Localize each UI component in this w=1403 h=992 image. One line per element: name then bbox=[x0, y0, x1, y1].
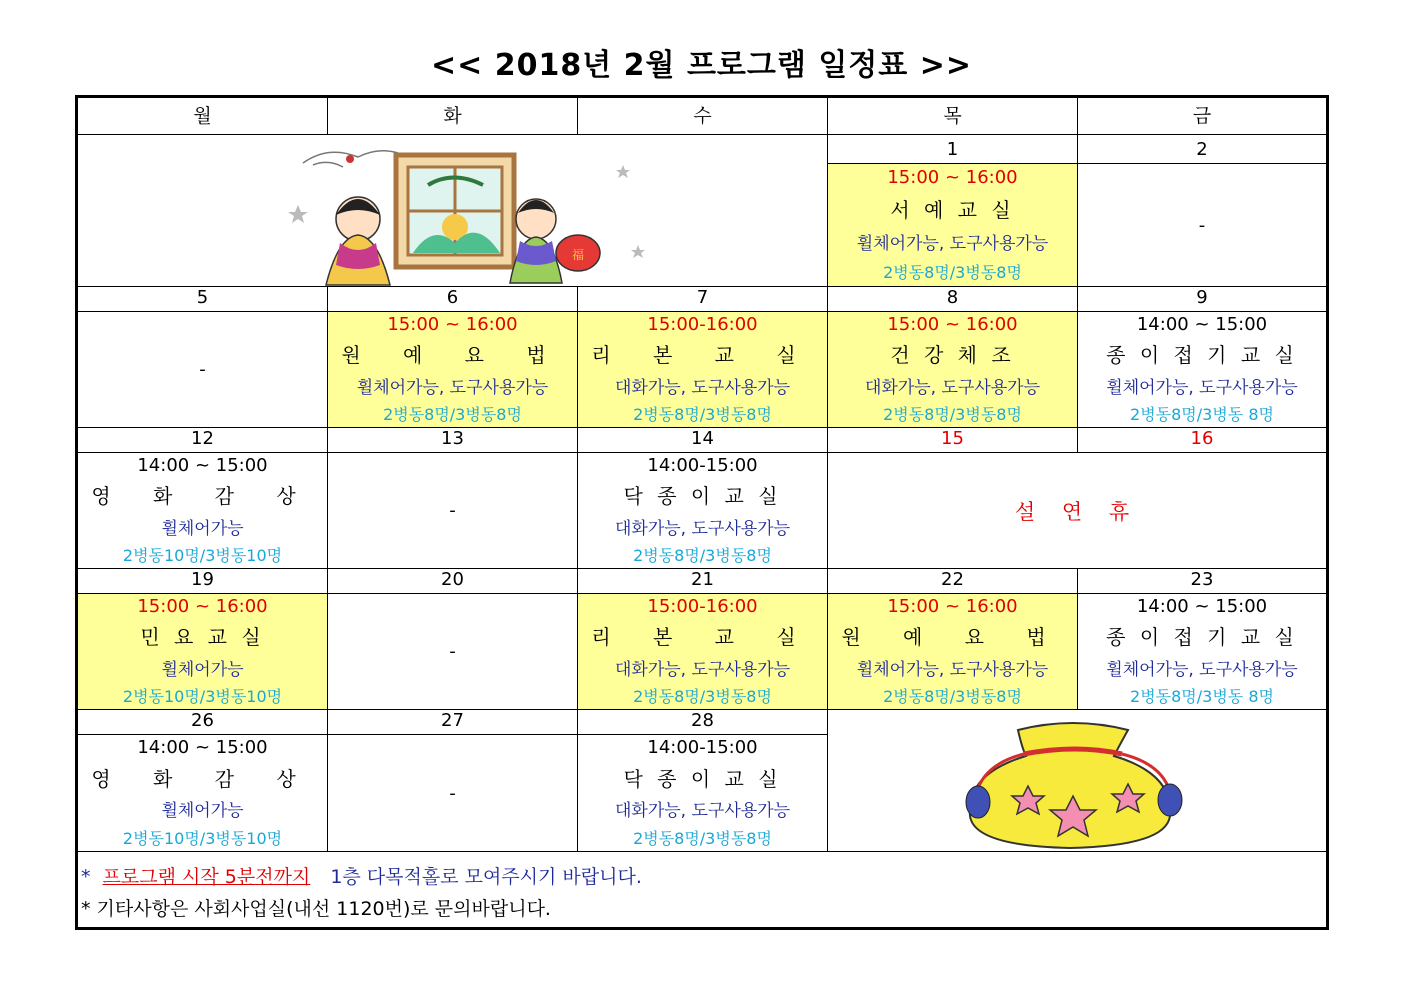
hanbok-children-icon bbox=[78, 135, 828, 286]
program-access: 휠체어가능, 도구사용가능 bbox=[856, 659, 1049, 680]
program-capacity: 2병동10명/3병동10명 bbox=[122, 545, 283, 565]
program-access: 대화가능, 도구사용가능 bbox=[614, 518, 791, 539]
hanbok-children-illustration bbox=[78, 135, 828, 287]
program-d19 bbox=[78, 594, 328, 710]
program-name: 닥 종 이 교 실 bbox=[623, 484, 782, 509]
no-program-d27: - bbox=[328, 735, 578, 852]
program-d9 bbox=[1078, 312, 1326, 428]
program-name: 리 본 교 실 bbox=[591, 343, 814, 368]
program-capacity: 2병동8명/3병동8명 bbox=[383, 404, 522, 424]
program-capacity: 2병동8명/3병동8명 bbox=[633, 828, 772, 848]
program-time: 15:00 ~ 16:00 bbox=[887, 596, 1018, 618]
program-capacity: 2병동8명/3병동8명 bbox=[883, 404, 1022, 424]
program-access: 휠체어가능, 도구사용가능 bbox=[356, 377, 549, 398]
note-highlight: 프로그램 시작 5분전까지 bbox=[102, 866, 311, 888]
day-21: 21 bbox=[578, 569, 828, 594]
weekday-tue: 화 bbox=[328, 98, 578, 135]
day-9: 9 bbox=[1078, 287, 1326, 312]
program-capacity: 2병동8명/3병동 8명 bbox=[1130, 404, 1274, 424]
program-name: 원 예 요 법 bbox=[841, 625, 1064, 650]
program-capacity: 2병동8명/3병동8명 bbox=[633, 404, 772, 424]
day-19: 19 bbox=[78, 569, 328, 594]
day-2: 2 bbox=[1078, 135, 1326, 164]
day-12: 12 bbox=[78, 428, 328, 453]
weekday-fri: 금 bbox=[1078, 98, 1326, 135]
page-title: << 2018년 2월 프로그램 일정표 >> bbox=[431, 48, 972, 83]
no-program-d2: - bbox=[1078, 164, 1326, 287]
program-time: 14:00 ~ 15:00 bbox=[1136, 314, 1268, 336]
program-capacity: 2병동10명/3병동10명 bbox=[122, 828, 283, 848]
day-22: 22 bbox=[828, 569, 1078, 594]
program-capacity: 2병동8명/3병동8명 bbox=[633, 686, 772, 706]
program-time: 15:00 ~ 16:00 bbox=[887, 167, 1018, 188]
day-16: 16 bbox=[1078, 428, 1326, 453]
program-capacity: 2병동8명/3병동 8명 bbox=[1130, 686, 1274, 706]
program-d8 bbox=[828, 312, 1078, 428]
program-time: 15:00-16:00 bbox=[647, 314, 758, 336]
day-20: 20 bbox=[328, 569, 578, 594]
program-time: 14:00 ~ 15:00 bbox=[137, 737, 268, 759]
program-d26 bbox=[78, 735, 328, 852]
day-13: 13 bbox=[328, 428, 578, 453]
note-line-1 bbox=[81, 862, 642, 889]
program-d21 bbox=[578, 594, 828, 710]
program-time: 15:00 ~ 16:00 bbox=[387, 314, 518, 336]
program-d14 bbox=[578, 453, 828, 569]
program-d23 bbox=[1078, 594, 1326, 710]
schedule-table bbox=[75, 95, 1329, 930]
program-name: 리 본 교 실 bbox=[591, 625, 814, 650]
program-time: 15:00 ~ 16:00 bbox=[887, 314, 1018, 336]
note-bullet: * bbox=[81, 866, 91, 888]
program-name: 영 화 감 상 bbox=[91, 484, 314, 509]
program-d12 bbox=[78, 453, 328, 569]
program-access: 대화가능, 도구사용가능 bbox=[614, 801, 791, 822]
program-name: 닥 종 이 교 실 bbox=[623, 766, 782, 791]
lucky-pouch-illustration bbox=[828, 710, 1326, 852]
program-name: 영 화 감 상 bbox=[91, 766, 314, 791]
day-8: 8 bbox=[828, 287, 1078, 312]
program-capacity: 2병동8명/3병동8명 bbox=[883, 686, 1022, 706]
program-name: 원 예 요 법 bbox=[341, 343, 564, 368]
program-capacity: 2병동10명/3병동10명 bbox=[122, 686, 283, 706]
notes-section bbox=[78, 852, 1326, 927]
program-d28 bbox=[578, 735, 828, 852]
program-access: 휠체어가능, 도구사용가능 bbox=[1106, 659, 1298, 680]
program-access: 대화가능, 도구사용가능 bbox=[864, 377, 1041, 398]
lucky-pouch-icon bbox=[828, 710, 1326, 852]
program-time: 14:00 ~ 15:00 bbox=[1136, 596, 1268, 618]
program-time: 14:00-15:00 bbox=[647, 455, 758, 477]
program-access: 휠체어가능, 도구사용가능 bbox=[856, 234, 1049, 254]
program-access: 대화가능, 도구사용가능 bbox=[614, 659, 791, 680]
program-d7 bbox=[578, 312, 828, 428]
program-capacity: 2병동8명/3병동8명 bbox=[633, 545, 772, 565]
program-name: 서 예 교 실 bbox=[890, 198, 1015, 222]
program-time: 15:00-16:00 bbox=[647, 596, 758, 618]
note-text: 1층 다목적홀로 모여주시기 바랍니다. bbox=[330, 866, 642, 888]
program-access: 휠체어가능 bbox=[161, 801, 244, 822]
program-time: 14:00-15:00 bbox=[647, 737, 758, 759]
day-28: 28 bbox=[578, 710, 828, 735]
day-23: 23 bbox=[1078, 569, 1326, 594]
program-name: 민 요 교 실 bbox=[140, 625, 265, 650]
weekday-wed: 수 bbox=[578, 98, 828, 135]
day-6: 6 bbox=[328, 287, 578, 312]
no-program-d20: - bbox=[328, 594, 578, 710]
program-name: 종 이 접 기 교 실 bbox=[1106, 343, 1298, 368]
program-access: 휠체어가능, 도구사용가능 bbox=[1106, 377, 1298, 398]
program-name: 건 강 체 조 bbox=[890, 343, 1015, 368]
day-1: 1 bbox=[828, 135, 1078, 164]
program-time: 15:00 ~ 16:00 bbox=[137, 596, 268, 618]
no-program-d5: - bbox=[78, 312, 328, 428]
note-line-2: * 기타사항은 사회사업실(내선 1120번)로 문의바랍니다. bbox=[81, 898, 551, 920]
program-access: 휠체어가능 bbox=[161, 518, 244, 539]
program-d22 bbox=[828, 594, 1078, 710]
day-14: 14 bbox=[578, 428, 828, 453]
day-26: 26 bbox=[78, 710, 328, 735]
program-capacity: 2병동8명/3병동8명 bbox=[883, 263, 1022, 282]
weekday-thu: 목 bbox=[828, 98, 1078, 135]
holiday-label: 설 연 휴 bbox=[828, 453, 1326, 569]
program-d6 bbox=[328, 312, 578, 428]
program-access: 휠체어가능 bbox=[161, 659, 244, 680]
program-access: 대화가능, 도구사용가능 bbox=[614, 377, 791, 398]
program-name: 종 이 접 기 교 실 bbox=[1106, 625, 1298, 650]
day-27: 27 bbox=[328, 710, 578, 735]
program-time: 14:00 ~ 15:00 bbox=[137, 455, 268, 477]
program-d1 bbox=[828, 164, 1078, 287]
day-15: 15 bbox=[828, 428, 1078, 453]
no-program-d13: - bbox=[328, 453, 578, 569]
svg-text:福: 福 bbox=[571, 248, 585, 262]
day-5: 5 bbox=[78, 287, 328, 312]
day-7: 7 bbox=[578, 287, 828, 312]
weekday-mon: 월 bbox=[78, 98, 328, 135]
